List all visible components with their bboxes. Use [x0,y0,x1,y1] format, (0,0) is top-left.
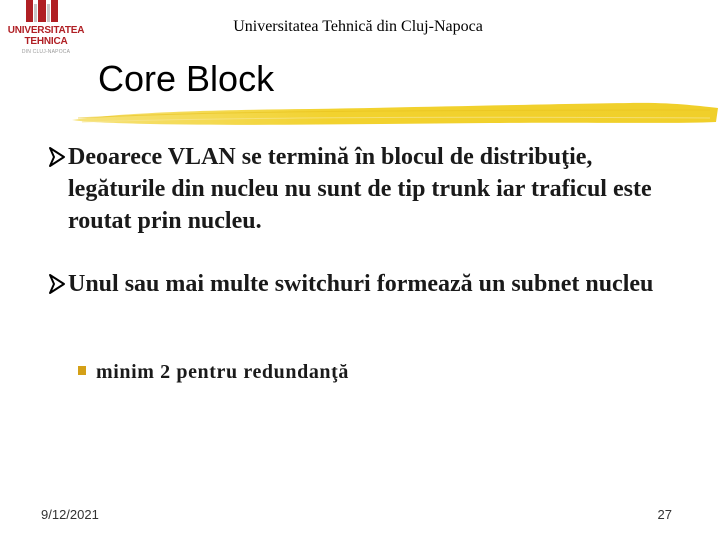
square-bullet-icon [78,366,86,375]
sub-bullet-item [78,358,349,386]
logo-text-line3: DIN CLUJ-NAPOCA [21,49,71,55]
title-underline-brush [70,98,720,132]
bullet-item [48,141,688,237]
bullet-item [48,268,688,300]
page-number: 27 [657,507,672,522]
footer-date: 9/12/2021 [41,507,99,522]
bullet-text: Unul sau mai multe switchuri formează un subnet nucleu [68,271,654,297]
logo-text-line2: TEHNICA [24,36,68,47]
slide-title: Core Block [98,58,275,99]
header-title-text: Universitatea Tehnică din Cluj-Napoca [233,18,483,35]
bullet-text: Deoarece VLAN se termină în blocul de distribuţie, legăturile din nucleu nu sunt de tip trunk iar traficul este routat prin nucleu. [68,144,652,234]
logo-text-line1: UNIVERSITATEA [7,25,85,36]
arrow-bullet-icon [48,141,68,173]
header-title [0,18,720,36]
arrow-bullet-icon [48,268,68,300]
sub-bullet-text: minim 2 pentru redundanţă [96,361,350,383]
